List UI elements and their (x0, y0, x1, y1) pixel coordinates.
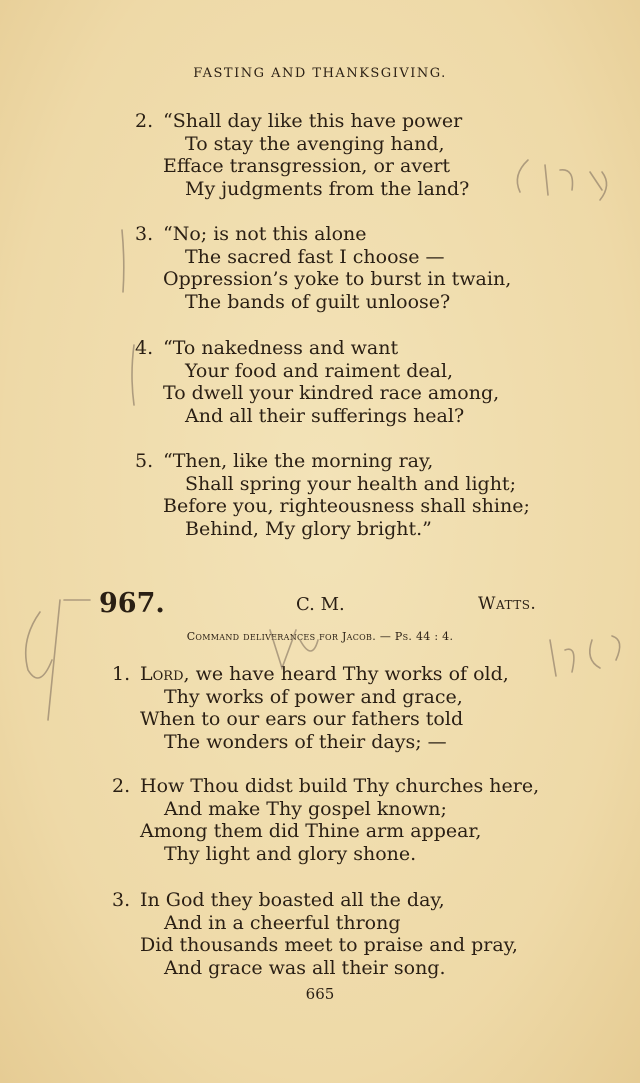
stanza-5 (135, 450, 530, 540)
verse-line: we have heard Thy works of old, (189, 663, 509, 685)
verse-line: Before you, righteousness shall shine; (163, 495, 530, 517)
stanza-number: 4. (135, 337, 154, 359)
hymn-subtitle: Command deliverances for Jacob. — Ps. 44 : 4. (186, 630, 454, 643)
page-number: 665 (305, 985, 335, 1003)
verse-line: “To nakedness and want (163, 337, 399, 359)
stanza-number: 3. (135, 223, 154, 245)
verse-line: “No; is not this alone (163, 223, 367, 245)
running-head: FASTING AND THANKSGIVING. (193, 66, 447, 81)
stanza-number: 2. (135, 110, 154, 132)
verse-line: Did thousands meet to praise and pray, (140, 934, 518, 956)
verse-line: My judgments from the land? (185, 177, 470, 200)
hymn-number: 967. (99, 588, 165, 619)
verse-line: To stay the avenging hand, (185, 132, 445, 155)
margin-scribble-mark (517, 160, 606, 200)
verse-line: The wonders of their days; — (164, 730, 447, 753)
margin-bracket-mark (122, 230, 124, 292)
stanza-number: 3. (112, 889, 131, 911)
hymn-967-stanza-1 (112, 663, 509, 753)
verse-line: Oppression’s yoke to burst in twain, (163, 268, 512, 290)
verse-line: Thy works of power and grace, (164, 685, 463, 708)
verse-line: In God they boasted all the day, (140, 889, 445, 911)
hymn-967-stanza-3 (112, 889, 518, 979)
verse-line: Among them did Thine arm appear, (140, 820, 482, 842)
verse-line: Efface transgression, or avert (163, 155, 451, 177)
stanza-number: 1. (112, 663, 131, 685)
hymn-header (0, 588, 640, 622)
verse-line: “Then, like the morning ray, (163, 450, 434, 472)
hymn-author: Watts. (478, 594, 537, 614)
margin-bracket-mark (132, 345, 134, 405)
verse-line: When to our ears our fathers told (140, 708, 464, 730)
verse-line: The bands of guilt unloose? (185, 290, 451, 313)
hymn-meter: C. M. (296, 594, 345, 615)
verse-line: And all their sufferings heal? (185, 404, 465, 427)
verse-line: How Thou didst build Thy churches here, (140, 775, 540, 797)
verse-line: And make Thy gospel known; (164, 797, 447, 820)
verse-line: Shall spring your health and light; (185, 472, 516, 495)
verse-line: Behind, My glory bright.” (185, 517, 432, 540)
verse-line: The sacred fast I choose — (185, 245, 445, 268)
stanza-number: 2. (112, 775, 131, 797)
verse-line: Your food and raiment deal, (185, 359, 454, 382)
verse-line: Thy light and glory shone. (164, 842, 417, 865)
verse-line: “Shall day like this have power (163, 110, 463, 132)
verse-line: To dwell your kindred race among, (163, 382, 500, 404)
stanza-2 (135, 110, 469, 200)
stanza-number: 5. (135, 450, 154, 472)
first-word: Lord, (140, 663, 190, 685)
stanza-3 (135, 223, 511, 313)
stanza-4 (135, 337, 499, 427)
hymn-967-stanza-2 (112, 775, 539, 865)
verse-line: And grace was all their song. (164, 956, 446, 979)
verse-line: And in a cheerful throng (164, 911, 401, 934)
